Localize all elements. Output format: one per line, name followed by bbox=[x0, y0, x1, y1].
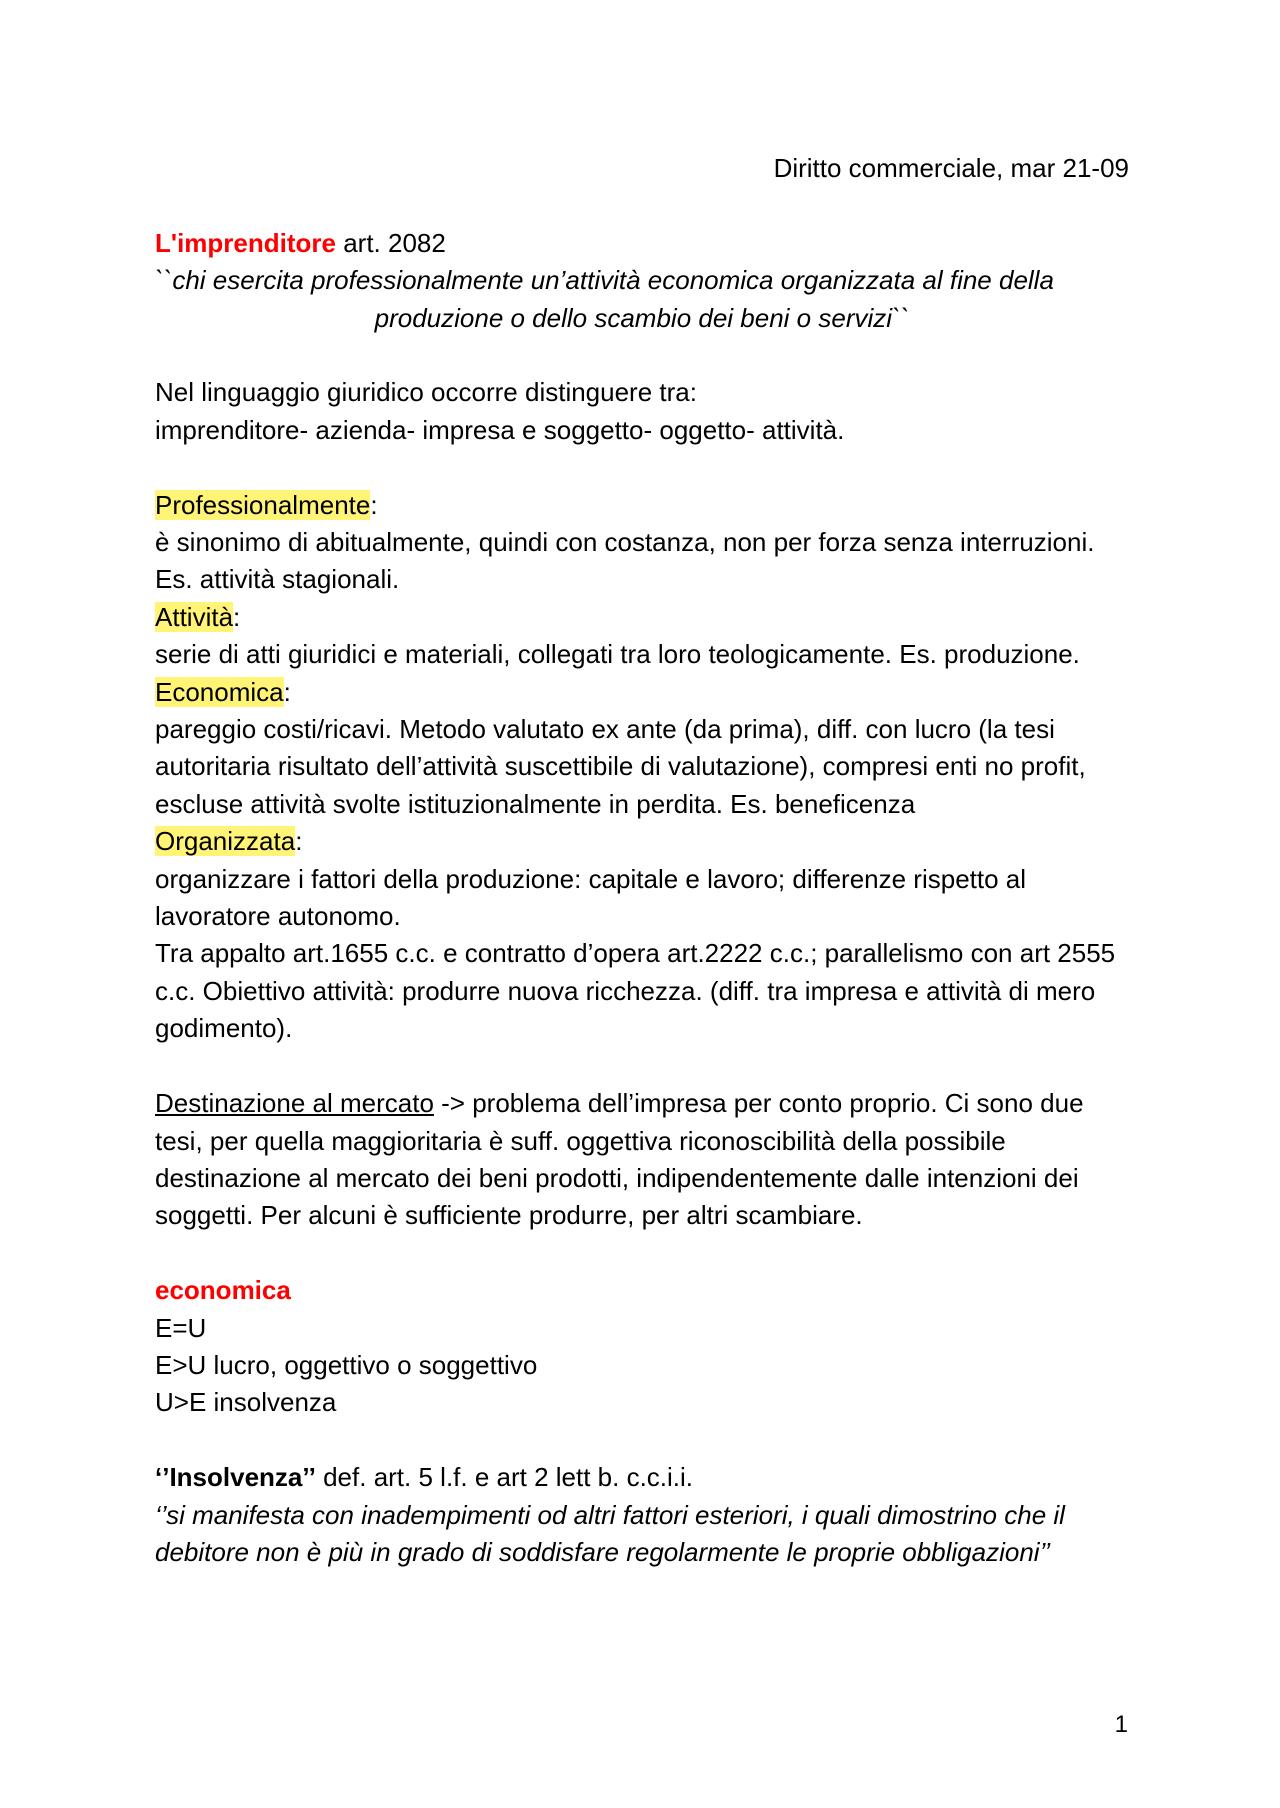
term-economica-text: pareggio costi/ricavi. Metodo valutato ex ante (da prima), diff. con lucro (la tesi autoritaria risultato dell’attività suscettibile di valutazione), compresi enti no profit, escluse attività svolte istituzionalmente in perdita. Es. beneficenza bbox=[155, 714, 1086, 819]
term-professionalmente bbox=[155, 487, 1129, 524]
term-professionalmente-label: Professionalmente bbox=[155, 489, 371, 520]
imprenditore-title: L'imprenditore bbox=[155, 227, 336, 258]
term-economica bbox=[155, 674, 1129, 711]
spacer bbox=[155, 1235, 1129, 1272]
course-date-header: Diritto commerciale, mar 21-09 bbox=[773, 153, 1129, 183]
page-number: 1 bbox=[1114, 1711, 1128, 1738]
imprenditore-heading bbox=[155, 225, 1129, 262]
economica-line3: U>E insolvenza bbox=[155, 1387, 337, 1418]
destinazione-paragraph bbox=[155, 1085, 1129, 1235]
intro-line1: Nel linguaggio giuridico occorre distinguere tra: bbox=[155, 377, 697, 408]
colon: : bbox=[233, 601, 241, 632]
term-attivita bbox=[155, 599, 1129, 636]
colon: : bbox=[295, 826, 303, 857]
spacer bbox=[155, 187, 1129, 224]
economica-line1: E=U bbox=[155, 1312, 207, 1343]
spacer bbox=[155, 337, 1129, 374]
term-organizzata-text2: Tra appalto art.1655 c.c. e contratto d’opera art.2222 c.c.; parallelismo con art 2555 c.c. Obiettivo attività: produrre nuova ricchezza. (diff. tra impresa e attività di mero godimento). bbox=[155, 938, 1116, 1044]
economica-line2: E>U lucro, oggettivo o soggettivo bbox=[155, 1349, 538, 1380]
term-professionalmente-text: è sinonimo di abitualmente, quindi con costanza, non per forza senza interruzioni. Es. attività stagionali. bbox=[155, 527, 1095, 595]
destinazione-term: Destinazione al mercato bbox=[155, 1088, 434, 1119]
term-attivita-text: serie di atti giuridici e materiali, collegati tra loro teologicamente. Es. produzione. bbox=[155, 639, 1080, 670]
term-economica-label: Economica bbox=[155, 676, 284, 707]
term-organizzata bbox=[155, 823, 1129, 860]
intro-line2: imprenditore- azienda- impresa e soggetto- oggetto- attività. bbox=[155, 414, 845, 445]
imprenditore-quote-line1: ``chi esercita professionalmente un’attività economica organizzata al fine della bbox=[155, 265, 1054, 296]
insolvenza-quote: ‘’si manifesta con inadempimenti od altri fattori esteriori, i quali dimostrino che il debitore non è più in grado di soddisfare regolarmente le proprie obbligazioni’’ bbox=[155, 1499, 1065, 1567]
economica-section-title: economica bbox=[155, 1275, 291, 1306]
colon: : bbox=[370, 489, 378, 520]
document-page bbox=[155, 150, 1129, 1571]
spacer bbox=[155, 1048, 1129, 1085]
spacer bbox=[155, 449, 1129, 486]
colon: : bbox=[283, 676, 291, 707]
term-organizzata-text1: organizzare i fattori della produzione: capitale e lavoro; differenze rispetto al lavoratore autonomo. bbox=[155, 863, 1027, 932]
term-attivita-label: Attività bbox=[155, 601, 234, 632]
imprenditore-article: art. 2082 bbox=[335, 227, 446, 258]
term-organizzata-label: Organizzata bbox=[155, 826, 296, 857]
insolvenza-heading bbox=[155, 1459, 1129, 1496]
imprenditore-quote-line2: produzione o dello scambio dei beni o servizi`` bbox=[374, 302, 910, 333]
insolvenza-ref: def. art. 5 l.f. e art 2 lett b. c.c.i.i. bbox=[315, 1462, 694, 1493]
destinazione-text: -> problema dell’impresa per conto proprio. Ci sono due tesi, per quella maggioritaria è suff. oggettiva riconoscibilità della possibile destinazione al mercato dei beni prodotti, indipendentemente dalle intenzioni dei soggetti. Per alcuni è sufficiente produrre, per altri scambiare. bbox=[155, 1088, 1084, 1231]
insolvenza-term: ‘’Insolvenza’’ bbox=[155, 1462, 316, 1493]
spacer bbox=[155, 1422, 1129, 1459]
